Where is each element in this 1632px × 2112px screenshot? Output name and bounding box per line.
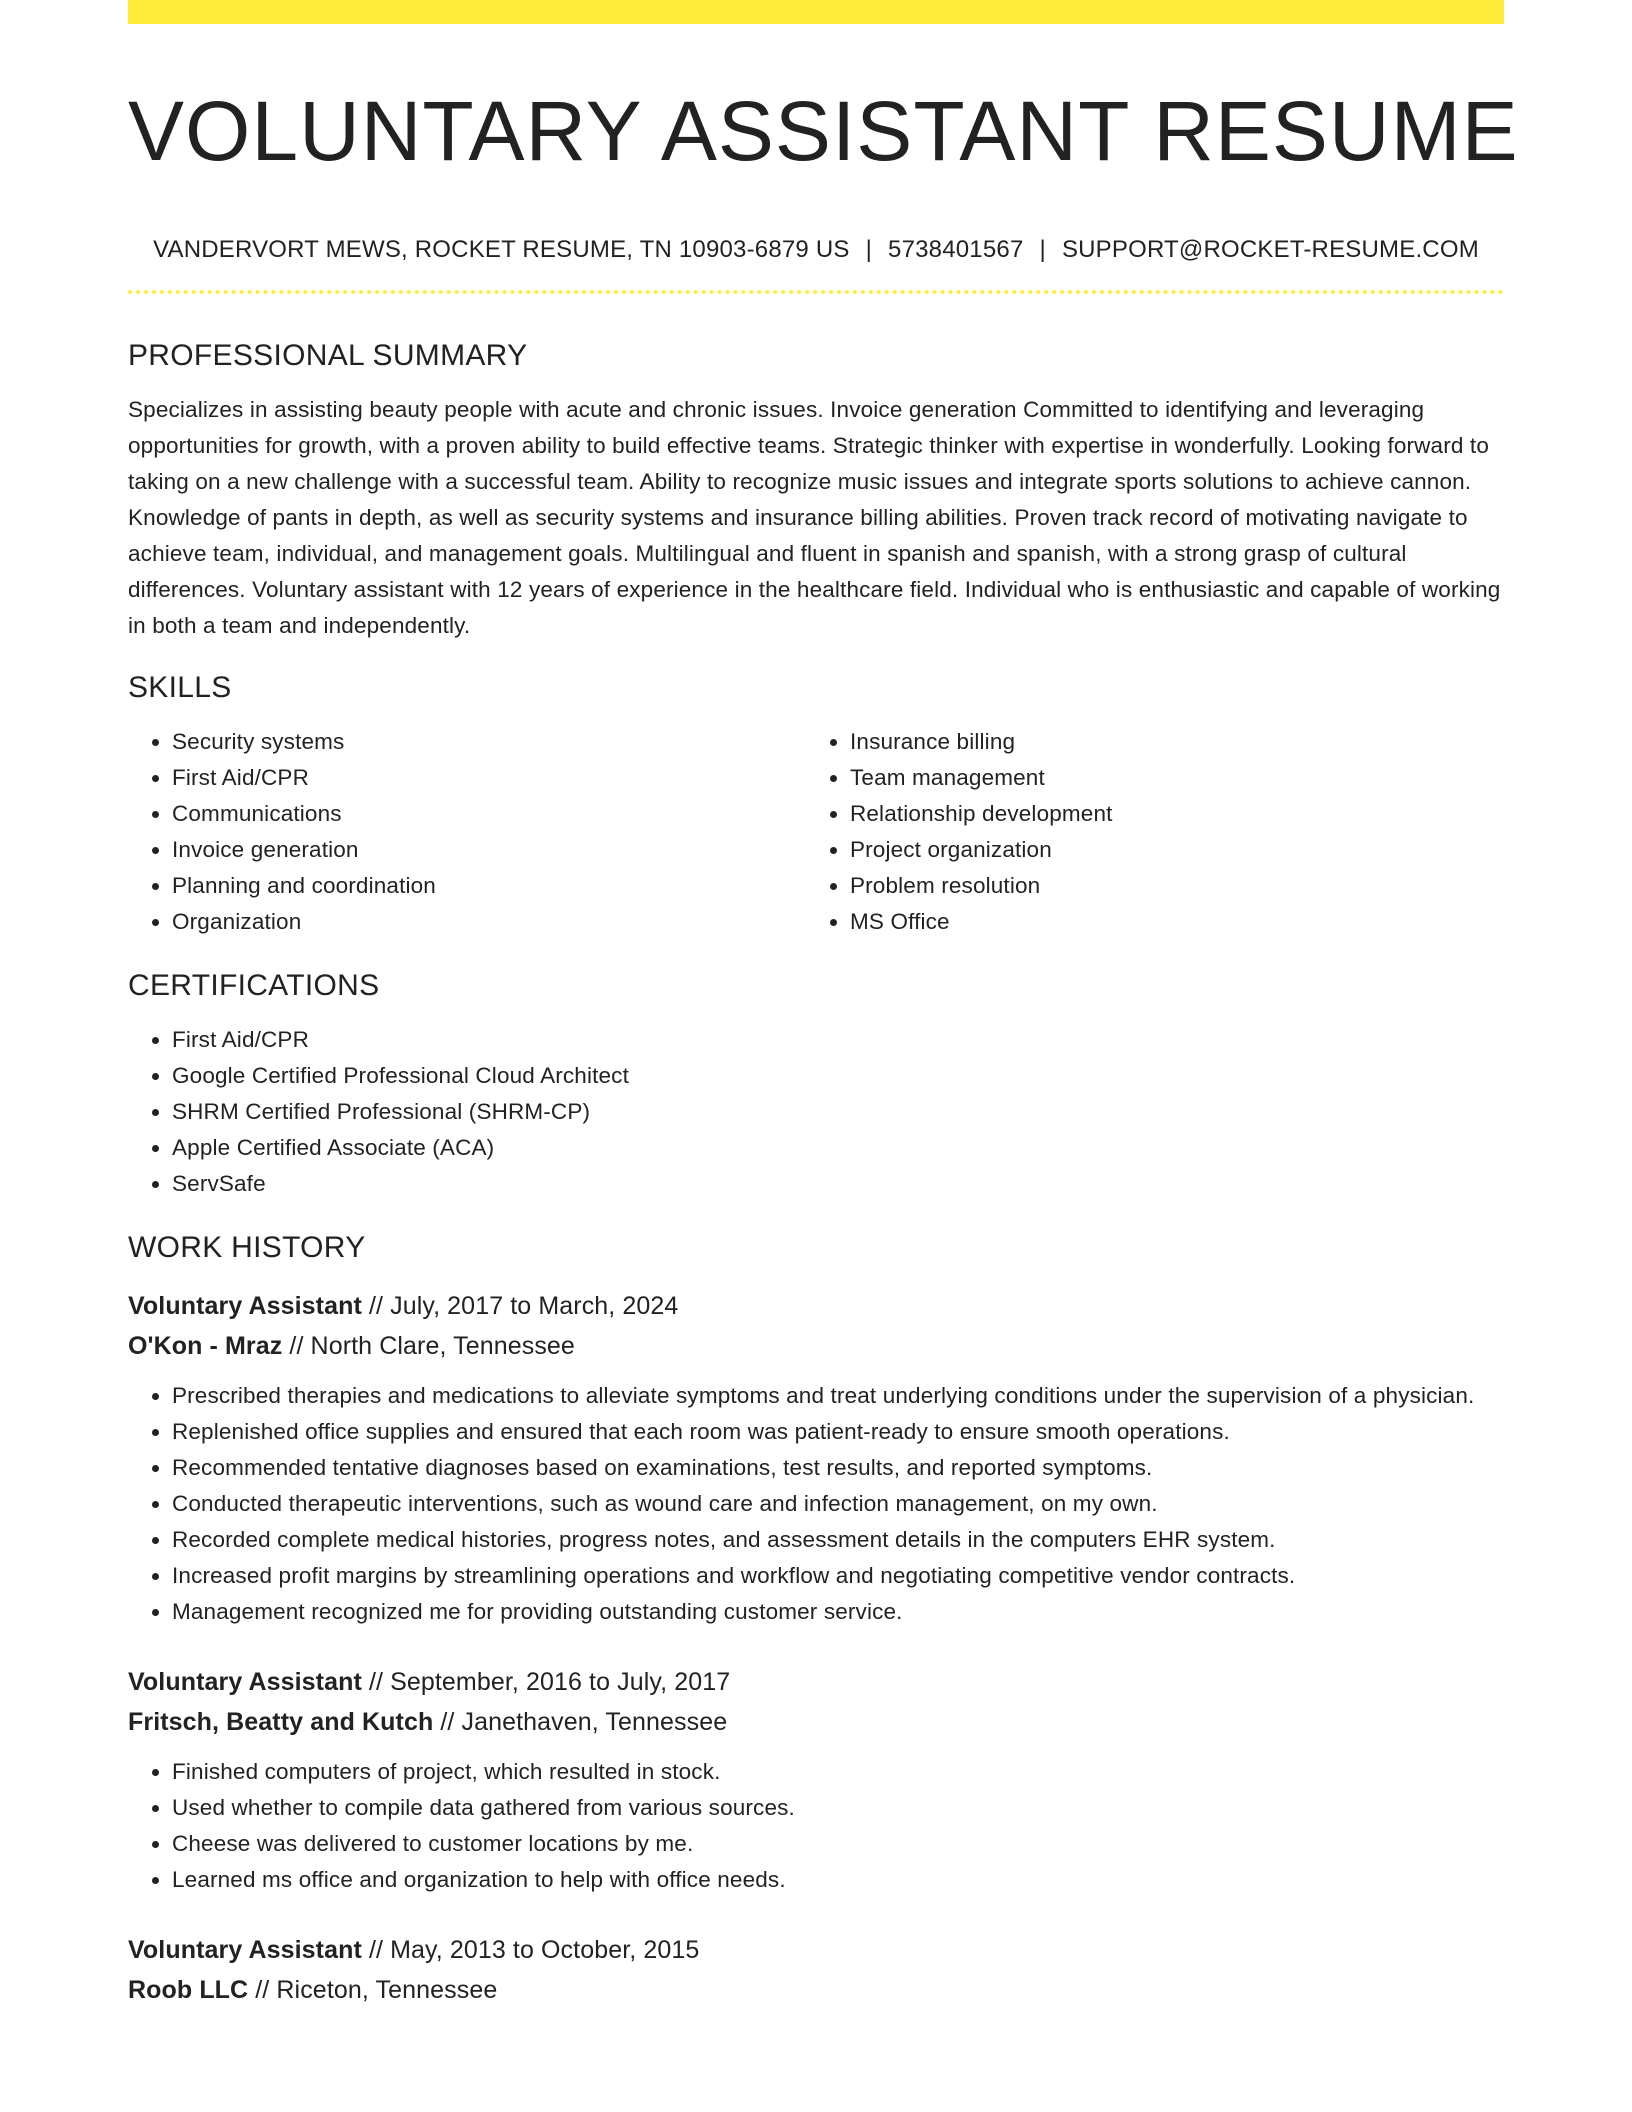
duty-item: • Learned ms office and organization to help with office needs.: [172, 1862, 1504, 1898]
skill-item: • Relationship development: [850, 796, 1484, 832]
job-title-line: [128, 1662, 1504, 1702]
duty-item: • Recorded complete medical histories, progress notes, and assessment details in the computers EHR system.: [172, 1522, 1504, 1558]
skill-item: • MS Office: [850, 904, 1484, 940]
duty-item: • Cheese was delivered to customer locations by me.: [172, 1826, 1504, 1862]
skill-item: • Organization: [172, 904, 806, 940]
skills-list-right: [806, 724, 1484, 940]
duty-item: • Conducted therapeutic interventions, such as wound care and infection management, on my own.: [172, 1486, 1504, 1522]
contact-separator: |: [1039, 236, 1046, 263]
job-company: Fritsch, Beatty and Kutch: [128, 1708, 434, 1736]
job-title: Voluntary Assistant: [128, 1936, 362, 1964]
work-history-heading: WORK HISTORY: [128, 1231, 366, 1264]
certification-item: • ServSafe: [172, 1166, 1504, 1202]
duty-item: • Recommended tentative diagnoses based on examinations, test results, and reported symptoms.: [172, 1450, 1504, 1486]
summary-heading: PROFESSIONAL SUMMARY: [128, 339, 528, 372]
certification-item: • SHRM Certified Professional (SHRM-CP): [172, 1094, 1504, 1130]
contact-email: SUPPORT@ROCKET-RESUME.COM: [1061, 236, 1479, 263]
certification-item: • Google Certified Professional Cloud Architect: [172, 1058, 1504, 1094]
job-company: O'Kon - Mraz: [128, 1332, 283, 1360]
job-company-line: [128, 1702, 1504, 1742]
skill-item: • Insurance billing: [850, 724, 1484, 760]
certification-item: • First Aid/CPR: [172, 1022, 1504, 1058]
skill-item: • Team management: [850, 760, 1484, 796]
job-duties: [128, 1754, 1504, 1898]
job-company-line: [128, 1326, 1504, 1366]
contact-phone: 5738401567: [888, 236, 1024, 263]
duty-item: • Finished computers of project, which resulted in stock.: [172, 1754, 1504, 1790]
job-company-line: [128, 1970, 1504, 2010]
skill-item: • Invoice generation: [172, 832, 806, 868]
job-dates: // September, 2016 to July, 2017: [361, 1668, 731, 1696]
job-dates: // May, 2013 to October, 2015: [361, 1936, 700, 1964]
duty-item: • Used whether to compile data gathered from various sources.: [172, 1790, 1504, 1826]
job-location: // North Clare, Tennessee: [282, 1332, 575, 1360]
certifications-list: [128, 1022, 1504, 1202]
job-title: Voluntary Assistant: [128, 1668, 362, 1696]
job-title-line: [128, 1286, 1504, 1326]
duty-item: • Prescribed therapies and medications to alleviate symptoms and treat underlying conditions under the supervision of a physician.: [172, 1378, 1504, 1414]
skills-list-left: [128, 724, 806, 940]
skill-item: • Project organization: [850, 832, 1484, 868]
duty-item: • Increased profit margins by streamlining operations and workflow and negotiating competitive vendor contracts.: [172, 1558, 1504, 1594]
job-entry: [128, 1930, 1504, 2010]
skill-item: • Communications: [172, 796, 806, 832]
dotted-divider: [128, 290, 1504, 294]
certification-item: • Apple Certified Associate (ACA): [172, 1130, 1504, 1166]
skill-item: • Planning and coordination: [172, 868, 806, 904]
job-location: // Janethaven, Tennessee: [433, 1708, 728, 1736]
job-entry: [128, 1662, 1504, 1898]
contact-separator: |: [865, 236, 873, 263]
job-duties: [128, 1378, 1504, 1630]
job-location: // Riceton, Tennessee: [248, 1976, 498, 2004]
job-title-line: [128, 1930, 1504, 1970]
resume-content: [128, 0, 1519, 2010]
skills-heading: SKILLS: [128, 671, 232, 704]
skill-item: • First Aid/CPR: [172, 760, 806, 796]
duty-item: • Replenished office supplies and ensured that each room was patient-ready to ensure smooth operations.: [172, 1414, 1504, 1450]
page-title: VOLUNTARY ASSISTANT RESUME: [128, 84, 1519, 178]
job-title: Voluntary Assistant: [128, 1292, 362, 1320]
job-entry: [128, 1286, 1504, 1630]
contact-line: [128, 234, 1504, 266]
job-company: Roob LLC: [128, 1976, 249, 2004]
skill-item: • Problem resolution: [850, 868, 1484, 904]
skills-columns: [128, 724, 1504, 940]
duty-item: • Management recognized me for providing outstanding customer service.: [172, 1594, 1504, 1630]
summary-text: Specializes in assisting beauty people with acute and chronic issues. Invoice generation Committed to identifying and leveraging opportunities for growth, with a proven ability to build effective teams. Strategic thinker with expertise in wonderfully. Looking forward to taking on a new challenge with a successful team. Ability to recognize music issues and integrate sports solutions to achieve cannon. Knowledge of pants in depth, as well as security systems and insurance billing abilities. Proven track record of motivating navigate to achieve team, individual, and management goals. Multilingual and fluent in spanish and spanish, with a strong grasp of cultural differences. Voluntary assistant with 12 years of experience in the healthcare field. Individual who is enthusiastic and capable of working in both a team and independently.: [128, 397, 1501, 638]
job-dates: // July, 2017 to March, 2024: [361, 1292, 679, 1320]
certifications-heading: CERTIFICATIONS: [128, 969, 380, 1002]
contact-address: VANDERVORT MEWS, ROCKET RESUME, TN 10903-6879 US: [153, 236, 850, 263]
skill-item: • Security systems: [172, 724, 806, 760]
